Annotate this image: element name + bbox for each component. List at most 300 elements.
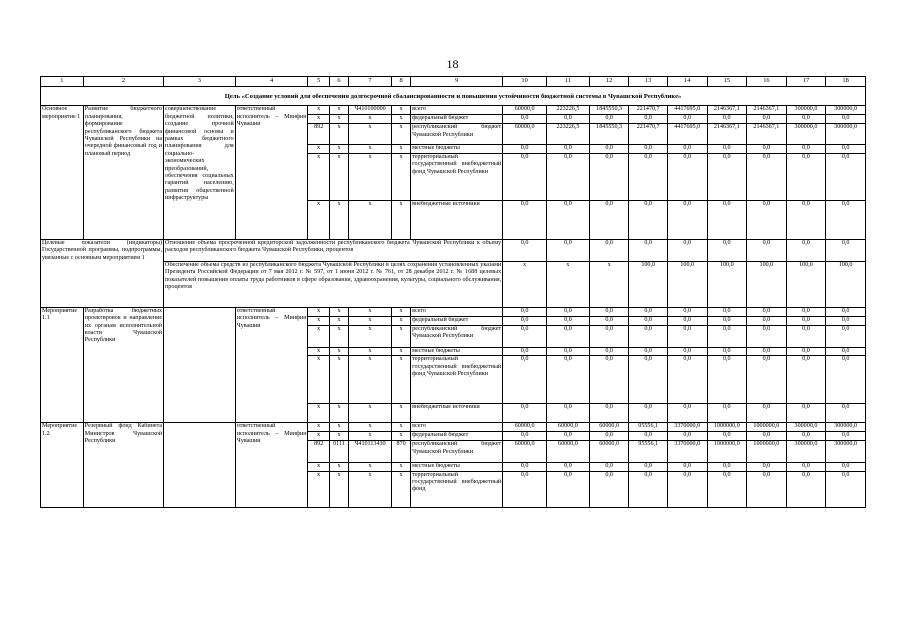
event-number: Мероприятие 1.2 bbox=[41, 423, 84, 507]
header-cell: 4 bbox=[235, 77, 308, 87]
value-cell: 0,0 bbox=[747, 347, 787, 355]
value-cell: 0,0 bbox=[503, 432, 547, 441]
value-cell: 0,0 bbox=[786, 307, 826, 316]
value-cell: 0,0 bbox=[667, 153, 707, 200]
value-cell: 0,0 bbox=[503, 145, 547, 153]
code-cell: x bbox=[329, 124, 348, 145]
value-cell: 300000,0 bbox=[786, 124, 826, 145]
header-cell: 15 bbox=[707, 77, 747, 87]
code-cell: x bbox=[329, 316, 348, 325]
target-text: Отношение объема просроченной кредиторской задолженности республиканского бюджета Чувашской Республики к объему расходов республиканского бюджета Чувашской Республики, процентов bbox=[164, 239, 503, 261]
event-description bbox=[164, 307, 236, 422]
value-cell: 0,0 bbox=[547, 356, 590, 404]
value-cell: 1000000,0 bbox=[707, 441, 747, 463]
code-cell: x bbox=[308, 404, 329, 423]
value-cell: 0,0 bbox=[547, 153, 590, 200]
header-cell: 9 bbox=[411, 77, 503, 87]
code-cell: x bbox=[308, 200, 329, 239]
value-cell: 0,0 bbox=[747, 145, 787, 153]
value-cell: 0,0 bbox=[589, 463, 629, 471]
value-cell: 223226,5 bbox=[547, 124, 590, 145]
value-cell: 0,0 bbox=[826, 432, 866, 441]
value-cell: 0,0 bbox=[747, 307, 787, 316]
value-cell: 0,0 bbox=[667, 200, 707, 239]
header-cell: 3 bbox=[164, 77, 236, 87]
value-cell: 0,0 bbox=[629, 153, 668, 200]
funding-source: местные бюджеты bbox=[411, 145, 503, 153]
code-cell: x bbox=[391, 200, 410, 239]
value-cell: 0,0 bbox=[826, 316, 866, 325]
value-cell: 0,0 bbox=[629, 115, 668, 124]
value-cell: 0,0 bbox=[667, 115, 707, 124]
event-title: Резервный фонд Кабинета Министров Чувашской Республики bbox=[83, 423, 163, 507]
value-cell: 0,0 bbox=[503, 316, 547, 325]
value-cell: 0,0 bbox=[547, 145, 590, 153]
value-cell: 0,0 bbox=[629, 307, 668, 316]
code-cell: x bbox=[349, 153, 392, 200]
value-cell: 0,0 bbox=[826, 463, 866, 471]
value-cell: 0,0 bbox=[503, 200, 547, 239]
code-cell: x bbox=[349, 432, 392, 441]
header-cell: 7 bbox=[349, 77, 392, 87]
event-number: Основное мероприятие 1 bbox=[41, 106, 84, 239]
value-cell: 0,0 bbox=[667, 432, 707, 441]
value-cell: 0,0 bbox=[629, 404, 668, 423]
code-cell: 0111 bbox=[329, 441, 348, 463]
value-cell: 0,0 bbox=[707, 153, 747, 200]
event-description bbox=[164, 423, 236, 507]
value-cell: 60000,0 bbox=[589, 423, 629, 432]
value-cell: 300000,0 bbox=[786, 106, 826, 115]
value-cell: 0,0 bbox=[667, 463, 707, 471]
value-cell: 0,0 bbox=[667, 325, 707, 347]
value-cell: 0,0 bbox=[747, 432, 787, 441]
event-executor: ответственный исполнитель – Минфин Чувашии bbox=[235, 423, 308, 507]
value-cell: 0,0 bbox=[629, 347, 668, 355]
value-cell: 100,0 bbox=[629, 261, 668, 307]
value-cell: 0,0 bbox=[503, 115, 547, 124]
value-cell: 0,0 bbox=[707, 200, 747, 239]
value-cell: 0,0 bbox=[786, 463, 826, 471]
code-cell: x bbox=[391, 307, 410, 316]
code-cell: x bbox=[308, 471, 329, 507]
code-cell: x bbox=[308, 325, 329, 347]
value-cell: 0,0 bbox=[826, 307, 866, 316]
value-cell: 0,0 bbox=[826, 356, 866, 404]
value-cell: 0,0 bbox=[589, 404, 629, 423]
value-cell: 0,0 bbox=[589, 307, 629, 316]
value-cell: 0,0 bbox=[589, 153, 629, 200]
code-cell: x bbox=[391, 124, 410, 145]
value-cell: 1000000,0 bbox=[747, 441, 787, 463]
value-cell: 0,0 bbox=[786, 200, 826, 239]
value-cell: 0,0 bbox=[667, 239, 707, 261]
value-cell: 2146367,1 bbox=[707, 124, 747, 145]
value-cell: 300000,0 bbox=[826, 124, 866, 145]
code-cell: x bbox=[308, 145, 329, 153]
value-cell: 1845550,3 bbox=[589, 124, 629, 145]
code-cell: x bbox=[391, 347, 410, 355]
code-cell: x bbox=[391, 153, 410, 200]
value-cell: 0,0 bbox=[826, 145, 866, 153]
value-cell: 0,0 bbox=[707, 471, 747, 507]
value-cell: 0,0 bbox=[826, 471, 866, 507]
value-cell: 0,0 bbox=[786, 115, 826, 124]
value-cell: 0,0 bbox=[589, 347, 629, 355]
code-cell: x bbox=[349, 316, 392, 325]
funding-source: федеральный бюджет bbox=[411, 432, 503, 441]
value-cell: 0,0 bbox=[786, 316, 826, 325]
code-cell: x bbox=[391, 115, 410, 124]
value-cell: 0,0 bbox=[707, 432, 747, 441]
code-cell: x bbox=[329, 471, 348, 507]
code-cell: x bbox=[349, 307, 392, 316]
value-cell: 0,0 bbox=[707, 316, 747, 325]
value-cell: 100,0 bbox=[747, 261, 787, 307]
funding-source: территориальный государственный внебюджетный фонд bbox=[411, 471, 503, 507]
value-cell: 0,0 bbox=[786, 145, 826, 153]
value-cell: 0,0 bbox=[786, 356, 826, 404]
code-cell: x bbox=[391, 423, 410, 432]
value-cell: 0,0 bbox=[589, 145, 629, 153]
value-cell: 0,0 bbox=[629, 145, 668, 153]
code-cell: x bbox=[329, 463, 348, 471]
funding-source: федеральный бюджет bbox=[411, 316, 503, 325]
code-cell: x bbox=[391, 356, 410, 404]
value-cell: 0,0 bbox=[667, 316, 707, 325]
code-cell: x bbox=[391, 106, 410, 115]
value-cell: 100,0 bbox=[667, 261, 707, 307]
table-row bbox=[41, 307, 866, 316]
value-cell: 0,0 bbox=[547, 200, 590, 239]
value-cell: 0,0 bbox=[547, 432, 590, 441]
value-cell: x bbox=[589, 261, 629, 307]
value-cell: 3370000,0 bbox=[667, 423, 707, 432]
value-cell: 300000,0 bbox=[786, 423, 826, 432]
value-cell: 0,0 bbox=[667, 307, 707, 316]
value-cell: 0,0 bbox=[667, 404, 707, 423]
funding-source: всего bbox=[411, 423, 503, 432]
value-cell: 0,0 bbox=[747, 404, 787, 423]
code-cell: x bbox=[329, 325, 348, 347]
funding-source: территориальный государственный внебюджетный фонд Чувашской Республики bbox=[411, 356, 503, 404]
table-body bbox=[41, 77, 866, 508]
value-cell: 2146367,1 bbox=[747, 106, 787, 115]
value-cell: 1000000,0 bbox=[707, 423, 747, 432]
code-cell: x bbox=[308, 347, 329, 355]
value-cell: 0,0 bbox=[747, 463, 787, 471]
value-cell: 60000,0 bbox=[547, 423, 590, 432]
header-cell: 2 bbox=[83, 77, 163, 87]
code-cell: x bbox=[329, 347, 348, 355]
funding-source: внебюджетные источники bbox=[411, 200, 503, 239]
code-cell: x bbox=[308, 432, 329, 441]
code-cell: x bbox=[329, 153, 348, 200]
code-cell: x bbox=[308, 106, 329, 115]
value-cell: 0,0 bbox=[747, 356, 787, 404]
code-cell: x bbox=[329, 200, 348, 239]
code-cell: 892 bbox=[308, 124, 329, 145]
header-cell: 13 bbox=[629, 77, 668, 87]
value-cell: 0,0 bbox=[589, 316, 629, 325]
value-cell: 0,0 bbox=[503, 307, 547, 316]
value-cell: x bbox=[503, 261, 547, 307]
value-cell: 0,0 bbox=[589, 115, 629, 124]
header-cell: 1 bbox=[41, 77, 84, 87]
value-cell: 0,0 bbox=[547, 307, 590, 316]
code-cell: x bbox=[391, 471, 410, 507]
value-cell: 0,0 bbox=[747, 115, 787, 124]
value-cell: 0,0 bbox=[503, 153, 547, 200]
code-cell: 870 bbox=[391, 441, 410, 463]
header-cell: 16 bbox=[747, 77, 787, 87]
value-cell: 60000,0 bbox=[547, 441, 590, 463]
value-cell: 0,0 bbox=[589, 432, 629, 441]
goal-row bbox=[41, 87, 866, 106]
value-cell: 0,0 bbox=[547, 347, 590, 355]
header-cell: 18 bbox=[826, 77, 866, 87]
value-cell: 60000,0 bbox=[503, 441, 547, 463]
header-cell: 8 bbox=[391, 77, 410, 87]
code-cell: x bbox=[308, 463, 329, 471]
value-cell: 0,0 bbox=[786, 347, 826, 355]
value-cell: 0,0 bbox=[629, 316, 668, 325]
goal-text: Цель «Создание условий для обеспечения долгосрочной сбалансированности и повышения устойчивости бюджетной системы в Чувашской Республике» bbox=[41, 87, 866, 106]
funding-source: республиканский бюджет Чувашской Республики bbox=[411, 441, 503, 463]
code-cell: x bbox=[349, 145, 392, 153]
value-cell: 300000,0 bbox=[826, 441, 866, 463]
value-cell: 0,0 bbox=[503, 347, 547, 355]
value-cell: 100,0 bbox=[826, 261, 866, 307]
value-cell: 0,0 bbox=[747, 153, 787, 200]
code-cell: x bbox=[391, 325, 410, 347]
value-cell: 223226,5 bbox=[547, 106, 590, 115]
value-cell: 0,0 bbox=[629, 325, 668, 347]
code-cell: x bbox=[349, 404, 392, 423]
value-cell: 0,0 bbox=[629, 471, 668, 507]
value-cell: 0,0 bbox=[547, 316, 590, 325]
value-cell: 0,0 bbox=[547, 471, 590, 507]
value-cell: 0,0 bbox=[667, 356, 707, 404]
event-title: Разработка бюджетных проектировок и направление их органам исполнительной власти Чувашской Республики bbox=[83, 307, 163, 422]
table-row bbox=[41, 106, 866, 115]
value-cell: 60000,0 bbox=[503, 124, 547, 145]
funding-source: республиканский бюджет Чувашской Республики bbox=[411, 124, 503, 145]
event-number: Мероприятие 1.1 bbox=[41, 307, 84, 422]
table-row bbox=[41, 423, 866, 432]
code-cell: x bbox=[349, 463, 392, 471]
code-cell: x bbox=[329, 432, 348, 441]
code-cell: x bbox=[329, 106, 348, 115]
value-cell: 2146367,1 bbox=[747, 124, 787, 145]
event-executor: ответственный исполнитель – Минфин Чувашии bbox=[235, 307, 308, 422]
header-cell: 10 bbox=[503, 77, 547, 87]
value-cell: 0,0 bbox=[547, 463, 590, 471]
value-cell: 0,0 bbox=[747, 471, 787, 507]
value-cell: 0,0 bbox=[589, 471, 629, 507]
code-cell: x bbox=[391, 316, 410, 325]
code-cell: x bbox=[308, 153, 329, 200]
code-cell: x bbox=[391, 432, 410, 441]
value-cell: 0,0 bbox=[667, 347, 707, 355]
code-cell: x bbox=[349, 325, 392, 347]
code-cell: x bbox=[308, 307, 329, 316]
code-cell: x bbox=[308, 115, 329, 124]
header-cell: 14 bbox=[667, 77, 707, 87]
header-cell: 6 bbox=[329, 77, 348, 87]
header-cell: 17 bbox=[786, 77, 826, 87]
code-cell: x bbox=[308, 316, 329, 325]
value-cell: 300000,0 bbox=[786, 441, 826, 463]
value-cell: 60000,0 bbox=[503, 106, 547, 115]
header-cell: 5 bbox=[308, 77, 329, 87]
value-cell: 300000,0 bbox=[826, 423, 866, 432]
value-cell: 0,0 bbox=[707, 356, 747, 404]
value-cell: 0,0 bbox=[629, 463, 668, 471]
code-cell: x bbox=[349, 471, 392, 507]
code-cell: x bbox=[349, 423, 392, 432]
value-cell: 0,0 bbox=[747, 316, 787, 325]
event-executor: ответственный исполнитель – Минфин Чувашии bbox=[235, 106, 308, 239]
value-cell: 0,0 bbox=[629, 239, 668, 261]
code-cell: x bbox=[329, 404, 348, 423]
header-row bbox=[41, 77, 866, 87]
value-cell: 0,0 bbox=[707, 115, 747, 124]
value-cell: 0,0 bbox=[547, 115, 590, 124]
value-cell: 0,0 bbox=[826, 347, 866, 355]
value-cell: 0,0 bbox=[503, 471, 547, 507]
value-cell: 0,0 bbox=[707, 325, 747, 347]
funding-source: местные бюджеты bbox=[411, 347, 503, 355]
code-cell: x bbox=[391, 145, 410, 153]
value-cell: 0,0 bbox=[826, 153, 866, 200]
value-cell: 100,0 bbox=[707, 261, 747, 307]
value-cell: 0,0 bbox=[826, 239, 866, 261]
funding-source: местные бюджеты bbox=[411, 463, 503, 471]
value-cell: 0,0 bbox=[826, 325, 866, 347]
value-cell: 0,0 bbox=[786, 471, 826, 507]
value-cell: 0,0 bbox=[786, 432, 826, 441]
value-cell: 0,0 bbox=[629, 200, 668, 239]
funding-source: всего bbox=[411, 106, 503, 115]
value-cell: 0,0 bbox=[707, 239, 747, 261]
header-cell: 11 bbox=[547, 77, 590, 87]
code-cell: x bbox=[329, 423, 348, 432]
value-cell: 0,0 bbox=[667, 145, 707, 153]
target-row bbox=[41, 261, 866, 307]
code-cell: 892 bbox=[308, 441, 329, 463]
value-cell: 100,0 bbox=[786, 261, 826, 307]
value-cell: 0,0 bbox=[826, 404, 866, 423]
target-text: Обеспечение объема средств из республиканского бюджета Чувашской Республики в целях сохранения установленных указами Президента Российской Федерации от 7 мая 2012 г. № 597, от 1 июня 2012 г. № 761, от 28 декабря 2012 г. № 1688 целевых показателей повышения оплаты труда работников в сфере образования, здравоохранения, культуры, социального обслуживания, процентов bbox=[164, 261, 503, 307]
code-cell: x bbox=[349, 347, 392, 355]
value-cell: 0,0 bbox=[786, 325, 826, 347]
code-cell: x bbox=[391, 463, 410, 471]
code-cell: x bbox=[329, 115, 348, 124]
code-cell: x bbox=[391, 404, 410, 423]
value-cell: 0,0 bbox=[667, 471, 707, 507]
value-cell: 221470,7 bbox=[629, 124, 668, 145]
value-cell: 0,0 bbox=[707, 145, 747, 153]
value-cell: 0,0 bbox=[589, 325, 629, 347]
funding-source: территориальный государственный внебюджетный фонд Чувашской Республики bbox=[411, 153, 503, 200]
code-cell: x bbox=[329, 356, 348, 404]
value-cell: 0,0 bbox=[629, 432, 668, 441]
value-cell: 0,0 bbox=[547, 325, 590, 347]
value-cell: 1000000,0 bbox=[747, 423, 787, 432]
page-number: 18 bbox=[446, 57, 459, 71]
value-cell: 0,0 bbox=[786, 153, 826, 200]
target-row bbox=[41, 239, 866, 261]
value-cell: 0,0 bbox=[707, 347, 747, 355]
value-cell: 0,0 bbox=[747, 239, 787, 261]
value-cell: 0,0 bbox=[786, 404, 826, 423]
budget-table bbox=[40, 76, 866, 508]
value-cell: x bbox=[547, 261, 590, 307]
funding-source: республиканский бюджет Чувашской Республики bbox=[411, 325, 503, 347]
code-cell: Ч410100000 bbox=[349, 106, 392, 115]
value-cell: 0,0 bbox=[589, 356, 629, 404]
value-cell: 0,0 bbox=[707, 307, 747, 316]
value-cell: 0,0 bbox=[503, 325, 547, 347]
value-cell: 0,0 bbox=[589, 239, 629, 261]
value-cell: 0,0 bbox=[547, 239, 590, 261]
value-cell: 4417695,0 bbox=[667, 106, 707, 115]
value-cell: 0,0 bbox=[503, 356, 547, 404]
value-cell: 0,0 bbox=[503, 404, 547, 423]
value-cell: 0,0 bbox=[786, 239, 826, 261]
value-cell: 0,0 bbox=[547, 404, 590, 423]
code-cell: x bbox=[349, 115, 392, 124]
event-description: совершенствование бюджетной политики, создание прочной финансовой основы в рамках бюджетного планирования для социально-экономических преобразований, обеспечения социальных гарантий населению, развития общественной инфраструктуры bbox=[164, 106, 236, 239]
code-cell: x bbox=[308, 423, 329, 432]
value-cell: 95556,1 bbox=[629, 423, 668, 432]
value-cell: 1845550,3 bbox=[589, 106, 629, 115]
value-cell: 221470,7 bbox=[629, 106, 668, 115]
code-cell: x bbox=[329, 307, 348, 316]
code-cell: Ч410113430 bbox=[349, 441, 392, 463]
value-cell: 0,0 bbox=[826, 200, 866, 239]
value-cell: 0,0 bbox=[503, 239, 547, 261]
code-cell: x bbox=[349, 124, 392, 145]
value-cell: 60000,0 bbox=[503, 423, 547, 432]
code-cell: x bbox=[349, 200, 392, 239]
value-cell: 0,0 bbox=[826, 115, 866, 124]
value-cell: 0,0 bbox=[747, 325, 787, 347]
funding-source: федеральный бюджет bbox=[411, 115, 503, 124]
event-title: Развитие бюджетного планирования, формирование республиканского бюджета Чувашской Республики на очередной финансовый год и плановый период bbox=[83, 106, 163, 239]
funding-source: внебюджетные источники bbox=[411, 404, 503, 423]
value-cell: 0,0 bbox=[707, 404, 747, 423]
value-cell: 2146367,1 bbox=[707, 106, 747, 115]
value-cell: 300000,0 bbox=[826, 106, 866, 115]
value-cell: 0,0 bbox=[589, 200, 629, 239]
value-cell: 0,0 bbox=[707, 463, 747, 471]
targets-label: Целевые показатели (индикаторы) Государственной программы, подпрограммы, увязанные с основным мероприятием 1 bbox=[41, 239, 164, 307]
value-cell: 3370000,0 bbox=[667, 441, 707, 463]
value-cell: 0,0 bbox=[629, 356, 668, 404]
code-cell: x bbox=[349, 356, 392, 404]
value-cell: 60000,0 bbox=[589, 441, 629, 463]
value-cell: 4417695,0 bbox=[667, 124, 707, 145]
header-cell: 12 bbox=[589, 77, 629, 87]
value-cell: 0,0 bbox=[747, 200, 787, 239]
funding-source: всего bbox=[411, 307, 503, 316]
code-cell: x bbox=[329, 145, 348, 153]
value-cell: 0,0 bbox=[503, 463, 547, 471]
code-cell: x bbox=[308, 356, 329, 404]
value-cell: 95556,1 bbox=[629, 441, 668, 463]
